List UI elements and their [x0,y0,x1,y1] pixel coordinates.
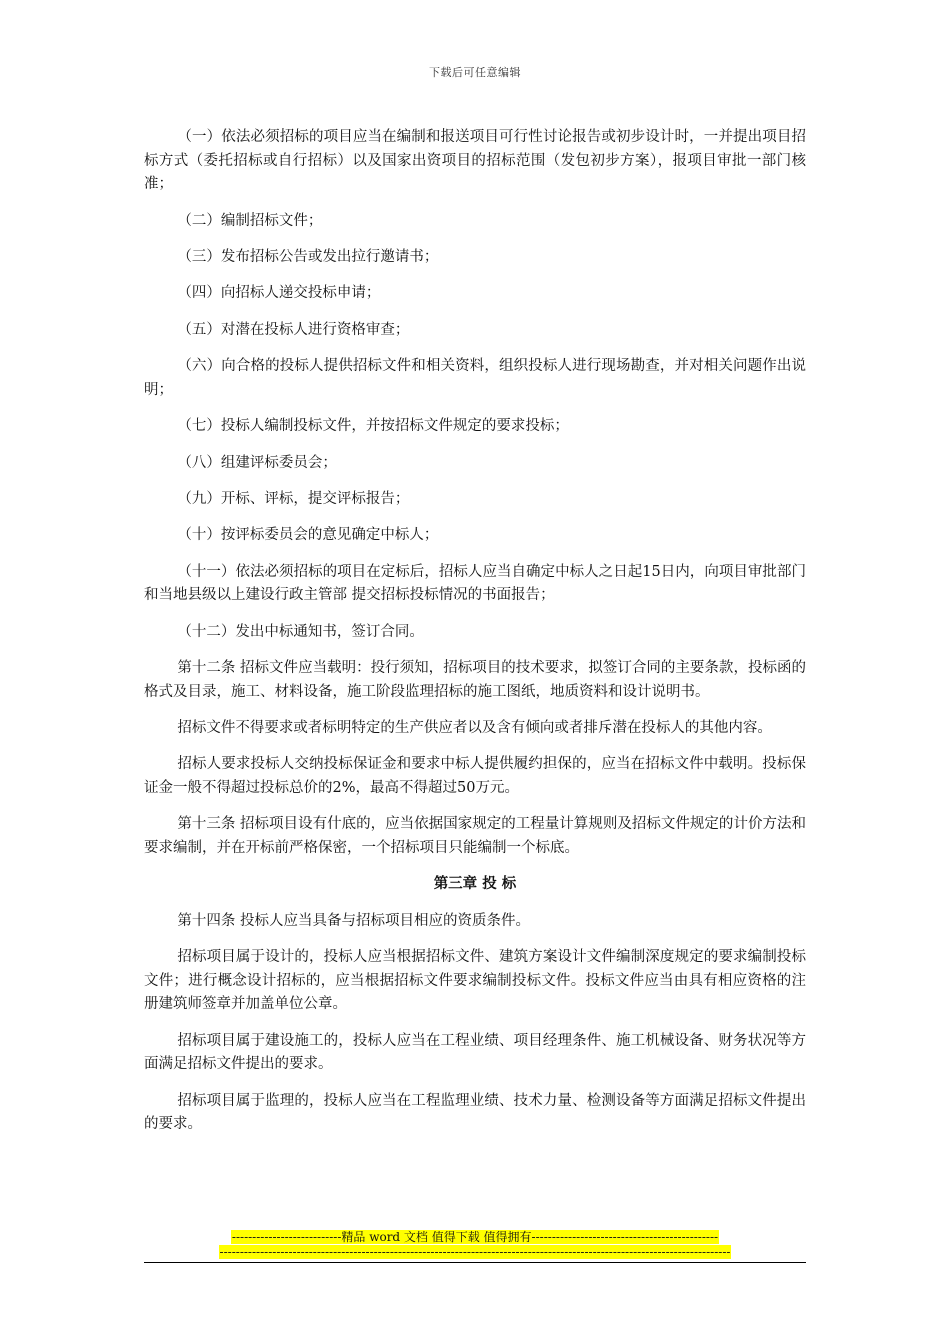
paragraph: （五）对潜在投标人进行资格审查； [177,321,410,338]
page-header: 下载后可任意编辑 [429,66,521,79]
paragraph: 招标项目属于建设施工的，投标人应当在工程业绩、项目经理条件、施工机械设备、财务状况等方面满足招标文件提出的要求。 [144,1032,806,1073]
footer-banner-text: ---------------------------精品 word 文档 值得下载 值得拥有---------------------------------------------- [231,1230,719,1244]
paragraph: 招标人要求投标人交纳投标保证金和要求中标人提供履约担保的，应当在招标文件中载明。投标保证金一般不得超过投标总价的2%，最高不得超过50万元。 [144,756,806,797]
paragraph: （六）向合格的投标人提供招标文件和相关资料，组织投标人进行现场勘查，并对相关问题作出说明； [144,358,806,398]
paragraph: 招标文件不得要求或者标明特定的生产供应者以及含有倾向或者排斥潜在投标人的其他内容。 [177,720,772,737]
paragraph: （二）编制招标文件； [177,212,323,229]
paragraph: （九）开标、评标，提交评标报告； [177,490,410,507]
document-body [144,126,806,1150]
footer-rule-divider [144,1262,806,1263]
footer-dash-line [144,1245,806,1260]
paragraph: （十二）发出中标通知书，签订合同。 [177,623,424,640]
footer-banner-line [144,1230,806,1245]
paragraph: 第十二条 招标文件应当载明：投行须知，招标项目的技术要求，拟签订合同的主要条款，投标函的格式及目录，施工、材料设备，施工阶段监理招标的施工图纸，地质资料和设计说明书。 [144,660,806,700]
paragraph: （三）发布招标公告或发出拉行邀请书； [177,248,439,265]
footer-dash-text: ------------------------------------------------------------------------------------------------------------------------------ [219,1245,731,1259]
paragraph: 第十四条 投标人应当具备与招标项目相应的资质条件。 [177,912,530,929]
paragraph: 第十三条 招标项目设有什底的，应当依据国家规定的工程量计算规则及招标文件规定的计价方法和要求编制，并在开标前严格保密，一个招标项目只能编制一个标底。 [144,816,806,857]
paragraph: （七）投标人编制投标文件，并按招标文件规定的要求投标； [177,418,569,435]
paragraph: 招标项目属于设计的，投标人应当根据招标文件、建筑方案设计文件编制深度规定的要求编制投标文件；进行概念设计招标的，应当根据招标文件要求编制投标文件。投标文件应当由具有相应资格的注册建筑师签章并加盖单位公章。 [144,949,806,1013]
paragraph: （十一）依法必须招标的项目在定标后，招标人应当自确定中标人之日起15日内，向项目审批部门和当地县级以上建设行政主管部 提交招标投标情况的书面报告； [144,563,806,604]
paragraph: （十）按评标委员会的意见确定中标人； [177,527,439,544]
page-footer [144,1230,806,1260]
paragraph: 招标项目属于监理的，投标人应当在工程监理业绩、技术力量、检测设备等方面满足招标文件提出的要求。 [144,1092,806,1133]
paragraph: （一）依法必须招标的项目应当在编制和报送项目可行性讨论报告或初步设计时，一并提出项目招标方式（委托招标或自行招标）以及国家出资项目的招标范围（发包初步方案），报项目审批一部门核准； [144,129,806,193]
chapter-heading: 第三章 投 标 [433,876,517,893]
paragraph: （八）组建评标委员会； [177,454,337,471]
paragraph: （四）向招标人递交投标申请； [177,285,381,302]
